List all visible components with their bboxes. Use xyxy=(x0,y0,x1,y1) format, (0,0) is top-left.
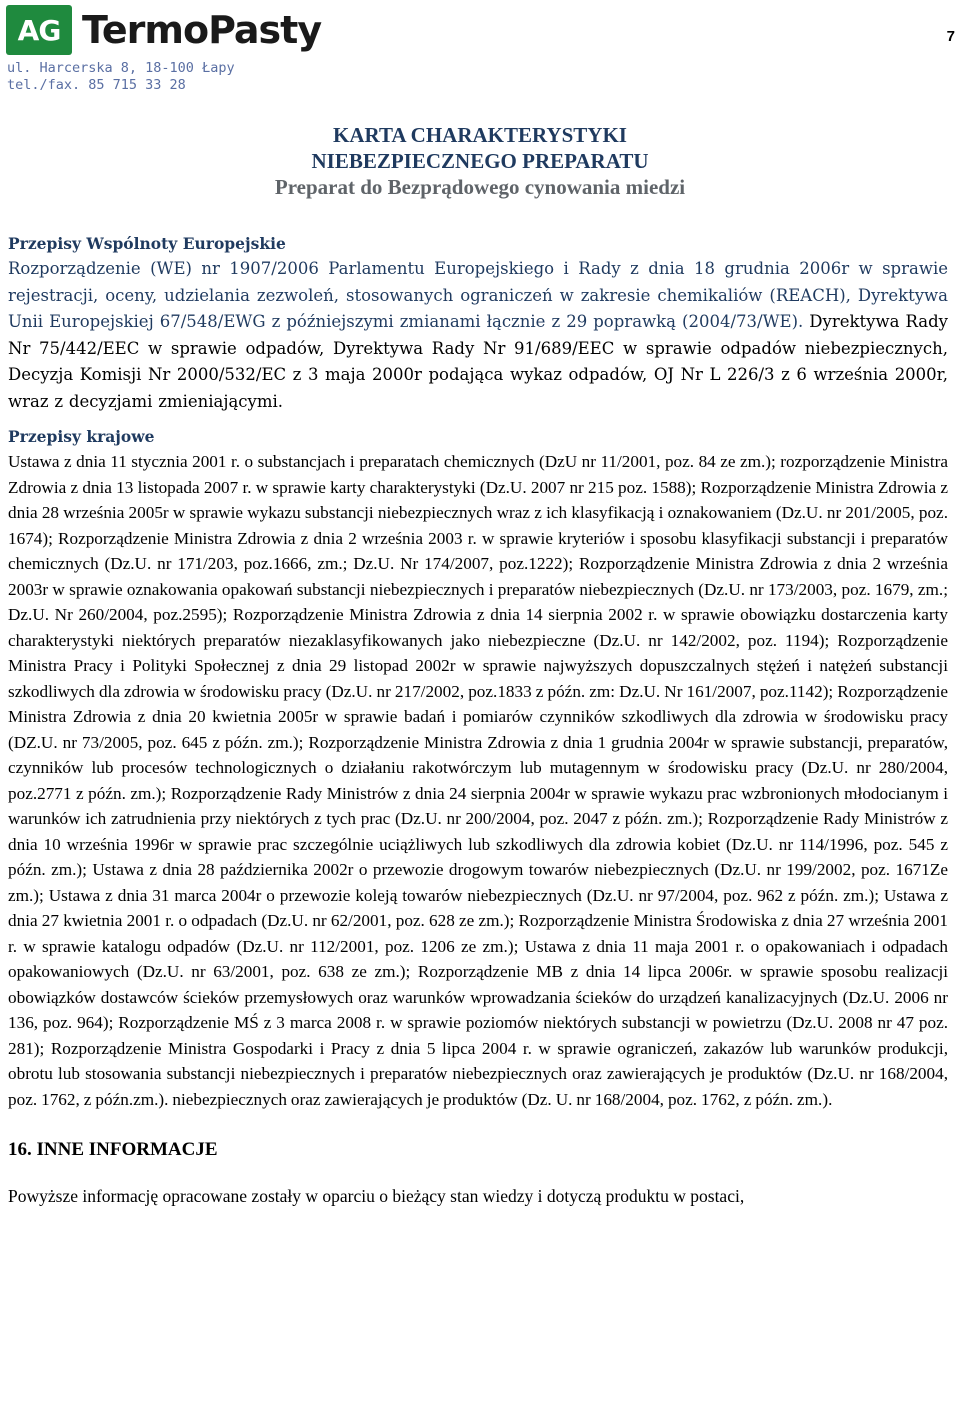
logo-badge xyxy=(6,5,72,55)
company-address: ul. Harcerska 8, 18-100 Łapy xyxy=(7,60,235,76)
national-regulations-heading: Przepisy krajowe xyxy=(8,427,155,446)
company-phone: tel./fax. 85 715 33 28 xyxy=(7,77,186,93)
eu-regulations-heading: Przepisy Wspólnoty Europejskie xyxy=(8,234,286,253)
national-regulations-text: Ustawa z dnia 11 stycznia 2001 r. o substancjach i preparatach chemicznych (DzU nr 11/2001, poz. 84 ze zm.); rozporządzenie Ministra Zdrowia z dnia 13 listopada 2007 r. w sprawie karty charakterystyki (Dz.U. 2007 nr 215 poz. 1588); Rozporządzenie Ministra Zdrowia z dnia 28 września 2005r w sprawie wykazu substancji niebezpiecznych wraz z ich klasyfikacją i oznakowaniem (Dz.U. nr 201/2005, poz. 1674); Rozporządzenie Ministra Zdrowia z dnia 2 września 2003 r. w sprawie kryteriów i sposobu klasyfikacji substancji i preparatów chemicznych (Dz.U. nr 171/203, poz.1666, zm.; Dz.U. Nr 174/2007, poz.1222); Rozporządzenie Ministra Zdrowia z dnia 2 września 2003r w sprawie oznakowania opakowań substancji niebezpiecznych i preparatów niebezpiecznych (Dz.U. nr 173/2003, poz. 1679, zm.; Dz.U. Nr 260/2004, poz.2595); Rozporządzenie Ministra Zdrowia z dnia 14 sierpnia 2002 r. w sprawie obowiązku dostarczenia karty charakterystyki niektórych preparatów niezaklasyfikowanych jako niebezpieczne (Dz.U. nr 142/2002, poz. 1194); Rozporządzenie Ministra Pracy i Polityki Społecznej z dnia 29 listopad 2002r w sprawie najwyższych dopuszczalnych stężeń i natężeń substancji szkodliwych dla zdrowia w środowisku pracy (Dz.U. nr 217/2002, poz.1833 z późn. zm: Dz.U. Nr 161/2007, poz.1142); Rozporządzenie Ministra Zdrowia z dnia 20 kwietnia 2005r w sprawie badań i pomiarów czynników szkodliwych dla zdrowia w środowisku pracy (DZ.U. nr 73/2005, poz. 645 z późn. zm.); Rozporządzenie Ministra Zdrowia z dnia 1 grudnia 2004r w sprawie substancji, preparatów, czynników lub procesów technologicznych o działaniu rakotwórczym lub mutagennym w środowisku pracy (Dz.U. nr 280/2004, poz.2771 z późn. zm.); Rozporządzenie Rady Ministrów z dnia 24 sierpnia 2004r w sprawie wykazu prac wzbronionych młodocianym i warunków ich zatrudnienia przy niektórych z tych prac (Dz.U. nr 200/2004, poz. 2047 z późn. zm.); Rozporządzenie Rady Ministrów z dnia 10 września 1996r w sprawie prac szczególnie uciążliwych lub szkodliwych dla zdrowia kobiet (Dz.U. nr 114/1996, poz. 545 z późn. zm.); Ustawa z dnia 28 października 2002r o przewozie drogowym towarów niebezpiecznych (Dz.U. nr 199/2002, poz. 1671Ze zm.); Ustawa z dnia 31 marca 2004r o przewozie koleją towarów niebezpiecznych (Dz.U. nr 97/2004, poz. 962 z późn. zm.); Ustawa z dnia 27 kwietnia 2001 r. o odpadach (Dz.U. nr 62/2001, poz. 628 ze zm.); Rozporządzenie Ministra Środowiska z dnia 27 września 2001 r. w sprawie katalogu odpadów (Dz.U. nr 112/2001, poz. 1206 ze zm.); Ustawa z dnia 11 maja 2001 r. o opakowaniach i odpadach opakowaniowych (Dz.U. nr 63/2001, poz. 638 ze zm.); Rozporządzenie MB z dnia 14 lipca 2006r. w sprawie sposobu realizacji obowiązków dostawców ścieków przemysłowych oraz warunków wprowadzania ścieków do urządzeń kanalizacyjnych (Dz.U. 2006 nr 136, poz. 964); Rozporządzenie MŚ z 3 marca 2008 r. w sprawie poziomów niektórych substancji w powietrzu (Dz.U. 2008 nr 47 poz. 281); Rozporządzenie Ministra Gospodarki i Pracy z dnia 5 lipca 2004 r. w sprawie ograniczeń, zakazów lub warunków produkcji, obrotu lub stosowania substancji niebezpiecznych i preparatów niebezpiecznych oraz zawierających je produktów (Dz.U. nr 168/2004, poz. 1762, z późn.zm.). niebezpiecznych oraz zawierających je produktów (Dz. U. nr 168/2004, poz. 1762, z późn. zm.). xyxy=(8,452,948,1109)
company-contact xyxy=(7,60,235,94)
company-logo xyxy=(6,5,321,55)
section-16-text: Powyższe informację opracowane zostały w oparciu o bieżący stan wiedzy i dotyczą produktu w postaci, xyxy=(8,1186,745,1206)
logo-text: TermoPasty xyxy=(82,8,322,52)
title-line-1: KARTA CHARAKTERYSTYKI xyxy=(333,123,627,147)
title-line-2: NIEBEZPIECZNEGO PREPARATU xyxy=(311,149,649,173)
document-body xyxy=(8,232,948,1209)
page-number: 7 xyxy=(946,28,955,45)
eu-regulations-text xyxy=(8,256,948,415)
eu-regulations-text-part2: Dyrektywa Rady Nr 75/442/EEC w sprawie odpadów, Dyrektywa Rady Nr 91/689/EEC w sprawie odpadów niebezpiecznych, Decyzja Komisji Nr 2000/532/EC z 3 maja 2000r podająca wykaz odpadów, OJ Nr L 226/3 z 6 września 2000r, wraz z decyzjami zmieniającymi. xyxy=(8,312,948,411)
title-product-name: Preparat do Bezprądowego cynowania miedzi xyxy=(274,175,686,199)
document-title xyxy=(0,122,960,200)
logo-badge-text: AG xyxy=(17,13,61,47)
eu-regulations-text-part1: Rozporządzenie (WE) nr 1907/2006 Parlamentu Europejskiego i Rady z dnia 18 grudnia 2006r w sprawie rejestracji, oceny, udzielania zezwoleń, stosowanych ograniczeń w zakresie chemikaliów (REACH), Dyrektywa Unii Europejskiej 67/548/EWG z późniejszymi zmianami łącznie z 29 poprawką (2004/73/WE). xyxy=(8,259,948,331)
section-16-heading: 16. INNE INFORMACJE xyxy=(8,1139,218,1160)
